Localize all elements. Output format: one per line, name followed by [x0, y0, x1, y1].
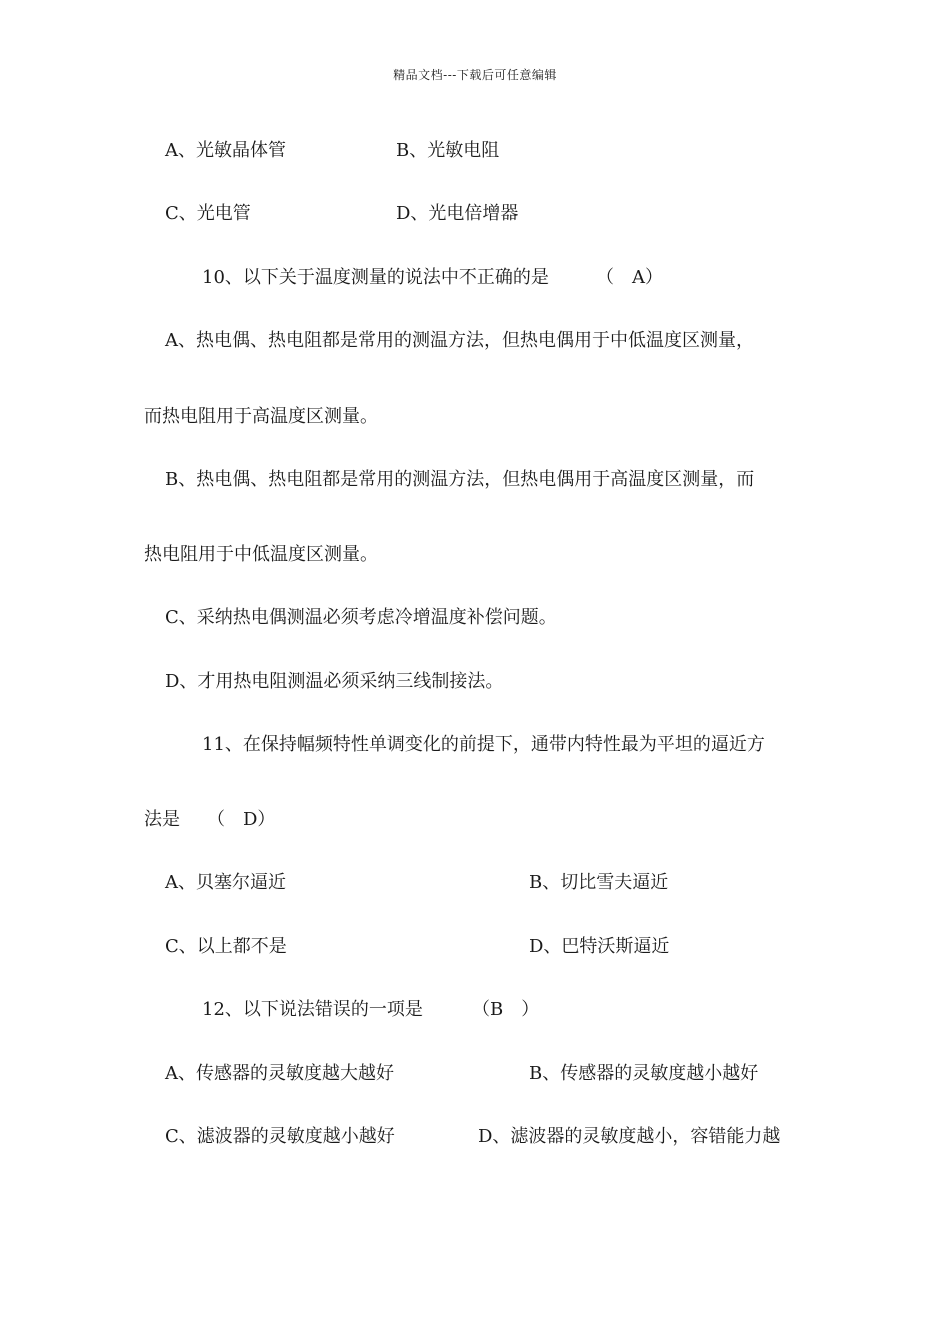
q11-option-d: D、巴特沃斯逼近: [529, 936, 670, 957]
q10-option-b-line2: 热电阻用于中低温度区测量。: [144, 544, 378, 565]
q9-option-b: B、光敏电阻: [396, 140, 500, 161]
q11-option-a: A、贝塞尔逼近: [165, 872, 286, 893]
q11-option-c: C、以上都不是: [165, 936, 287, 957]
q11-stem-line1: 11、在保持幅频特性单调变化的前提下，通带内特性最为平坦的逼近方: [202, 734, 765, 755]
q12-option-d: D、滤波器的灵敏度越小，容错能力越: [478, 1126, 781, 1147]
q11-answer: （ D）: [207, 809, 276, 830]
q12-option-a: A、传感器的灵敏度越大越好: [165, 1063, 394, 1084]
q10-option-a-line2: 而热电阻用于高温度区测量。: [144, 406, 378, 427]
q12-stem: 12、以下说法错误的一项是: [202, 999, 423, 1020]
q12-answer: （B ）: [472, 999, 540, 1020]
q10-stem: 10、以下关于温度测量的说法中不正确的是: [202, 267, 549, 288]
q12-option-b: B、传感器的灵敏度越小越好: [529, 1063, 759, 1084]
q10-option-b-line1: B、热电偶、热电阻都是常用的测温方法，但热电偶用于高温度区测量，而: [165, 469, 755, 490]
q10-option-d: D、才用热电阻测温必须采纳三线制接法。: [165, 671, 504, 692]
q11-option-b: B、切比雪夫逼近: [529, 872, 669, 893]
q9-option-c: C、光电管: [165, 203, 251, 224]
q12-option-c: C、滤波器的灵敏度越小越好: [165, 1126, 395, 1147]
q10-answer: （ A）: [596, 267, 663, 288]
q9-option-a: A、光敏晶体管: [165, 140, 286, 161]
page-header: 精品文档---下载后可任意编辑: [393, 68, 557, 82]
q11-stem-line2: 法是: [144, 809, 180, 830]
q9-option-d: D、光电倍增器: [396, 203, 519, 224]
q10-option-a-line1: A、热电偶、热电阻都是常用的测温方法，但热电偶用于中低温度区测量，: [165, 330, 754, 351]
q10-option-c: C、采纳热电偶测温必须考虑冷增温度补偿问题。: [165, 607, 557, 628]
